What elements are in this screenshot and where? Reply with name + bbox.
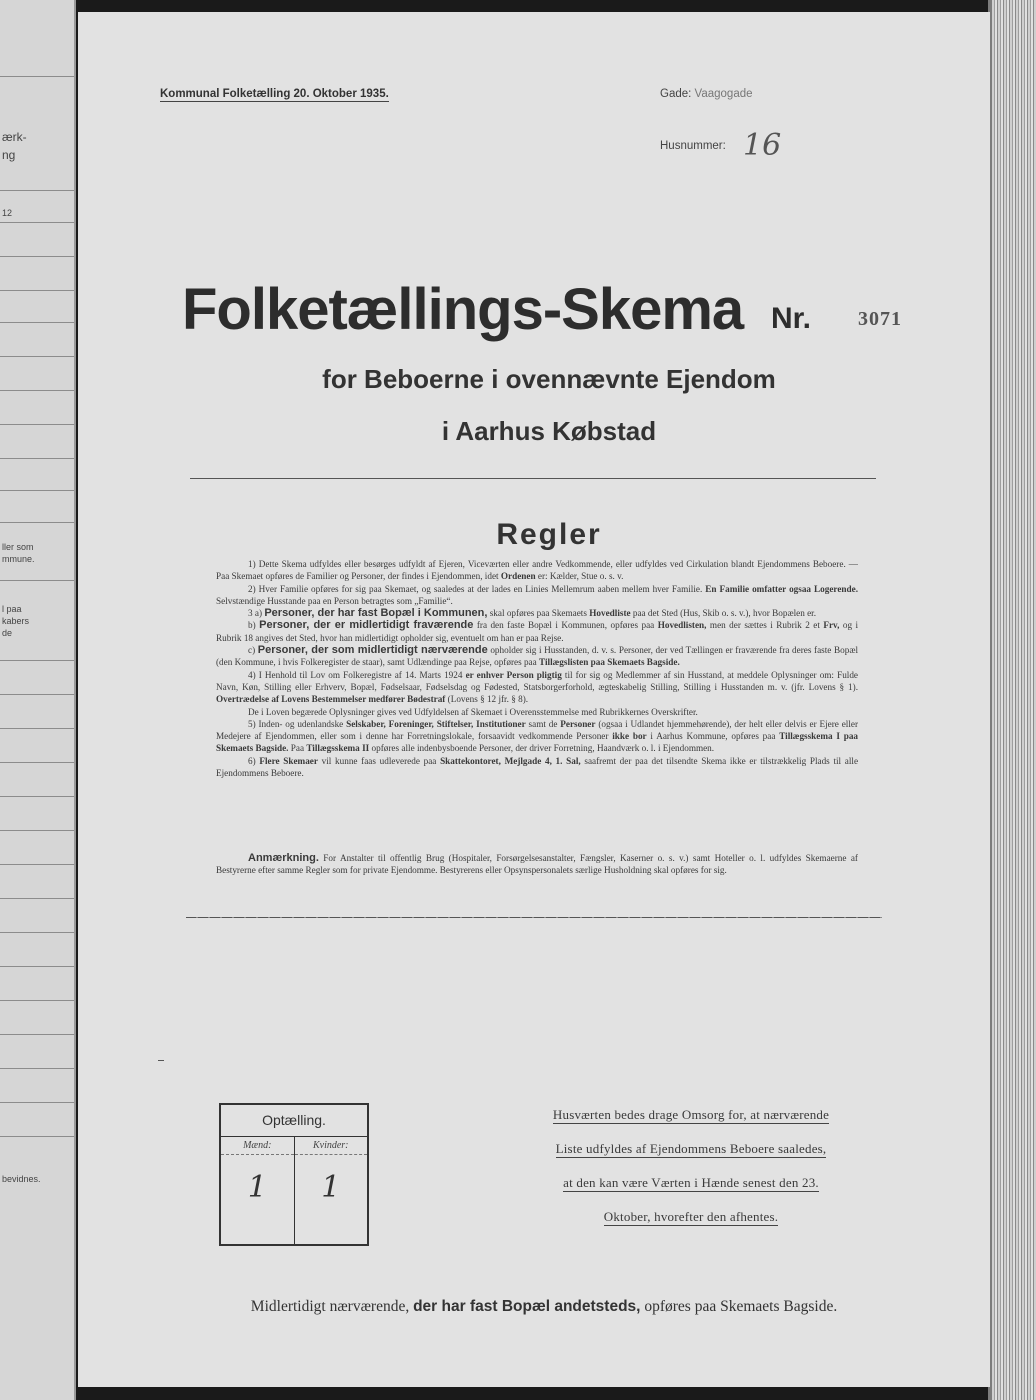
house-number-label: Husnummer: <box>660 140 726 152</box>
rule-2: 2) Hver Familie opføres for sig paa Skemaet, og saaledes at der lades en Linies Mellemrum aaben mellem hver Familie. En Familie omfatter ogsaa Logerende. Selvstændige Husstande paa en Person betragtes som „Familie“. <box>216 583 858 606</box>
left-fragment: ærk- <box>2 130 27 144</box>
street-field <box>660 88 753 100</box>
left-fragment: 12 <box>2 208 13 218</box>
form-number-label: Nr. <box>771 302 812 335</box>
remark-label: Anmærkning. <box>248 852 319 864</box>
divider <box>186 917 882 918</box>
rule-1: 1) Dette Skema udfyldes eller besørges udfyldt af Ejeren, Viceværten eller andre Vedkommende, eller udfyldes ved Cirkulation blandt Ejendommens Beboere. — Paa Skemaet opføres de Familier og Personer, der findes i Ejendommen, idet Ordenen er: Kælder, Stue o. s. v. <box>216 559 858 582</box>
house-number-value: 16 <box>743 128 782 163</box>
footer-note: Midlertidigt nærværende, der har fast Bopæl andetsteds, opføres paa Skemaets Bagside. <box>250 1298 838 1315</box>
men-label: Mænd: <box>221 1137 294 1155</box>
left-fragment: ller som <box>2 542 34 552</box>
street-label: Gade: <box>660 88 692 100</box>
rule-3a: 3 a) Personer, der har fast Bopæl i Kommunen, skal opføres paa Skemaets Hovedliste paa det Sted (Hus, Skib o. s. v.), hvor Bopælen er. <box>248 607 817 620</box>
subtitle-town: i Aarhus Købstad <box>441 416 657 446</box>
street-value: Vaagogade <box>694 88 753 100</box>
form-number-value: 3071 <box>858 308 902 330</box>
remark-text: For Anstalter til offentlig Brug (Hospitaler, Forsørgelsesanstalter, Fængsler, Kaserner o. s. v.) samt Hoteller o. l. udfyldes Skemaerne af Bestyrerne efter samme Regler som for private Ejendomme. Bestyrerens eller Opsynspersonalets særlige Husholdning skal opføres for sig. <box>216 853 858 876</box>
rules-heading: Regler <box>496 518 602 551</box>
notice-line: Oktober, hvorefter den afhentes. <box>603 1209 779 1224</box>
landlord-notice <box>518 1106 864 1242</box>
rule-3b: b) Personer, der er midlertidigt fraværende fra den faste Bopæl i Kommunen, opføres paa Hovedlisten, men der sættes i Rubrik 2 et Frv, og i Rubrik 18 angives det Sted, hvor han midlertidigt opholder sig, eventuelt om han er paa Rejse. <box>216 619 859 643</box>
notice-line: Liste udfyldes af Ejendommens Beboere saaledes, <box>555 1141 827 1156</box>
mark <box>158 1060 164 1061</box>
left-fragment: l paa <box>2 604 22 614</box>
page-edges <box>992 0 1036 1400</box>
left-fragment: mmune. <box>2 554 35 564</box>
left-fragment: bevidnes. <box>2 1174 41 1184</box>
notice-line: Husværten bedes drage Omsorg for, at nærværende <box>552 1107 830 1122</box>
count-box-title: Optælling. <box>221 1105 367 1137</box>
men-count: 1 <box>247 1170 267 1205</box>
census-label: Kommunal Folketælling 20. Oktober 1935. <box>160 88 389 100</box>
women-column <box>294 1137 368 1244</box>
women-label: Kvinder: <box>295 1137 368 1155</box>
rule-4-note: De i Loven begærede Oplysninger gives ved Udfyldelsen af Skemaet i Overensstemmelse med Rubrikkernes Overskrifter. <box>248 706 698 717</box>
previous-page-strip <box>0 0 76 1400</box>
rule-4: 4) I Henhold til Lov om Folkeregistre af 14. Marts 1924 er enhver Person pligtig til for sig og Medlemmer af sin Husstand, at meddele Oplysninger om: Fulde Navn, Køn, Stilling eller Erhverv, Bopæl, Fødselsaar, Fødselsdag og Fødested, Statsborgerforhold, ægteskabelig Stilling, Stilling i Husstanden m. v. (jfr. Lovens § 1). Overtrædelse af Lovens Bestemmelser medfører Bødestraf (Lovens § 12 jfr. § 8). <box>216 669 859 705</box>
subtitle-residents: for Beboerne i ovennævnte Ejendom <box>322 364 776 394</box>
notice-line: at den kan være Værten i Hænde senest den 23. <box>563 1175 819 1190</box>
women-count: 1 <box>321 1170 341 1205</box>
left-fragment: de <box>2 628 13 638</box>
men-column <box>221 1137 294 1244</box>
census-form-page <box>78 12 990 1387</box>
left-fragment: ng <box>2 148 16 162</box>
rule-3c: c) Personer, der som midlertidigt nærværende opholder sig i Husstanden, d. v. s. Personer, der ved Tællingen er fraværende fra deres faste Bopæl (den Kommune, i hvis Folkeregister de staar), samt Udlændinge paa Rejse, opføres paa Tillægslisten paa Skemaets Bagside. <box>216 644 859 668</box>
rule-5: 5) Inden- og udenlandske Selskaber, Foreninger, Stiftelser, Institutioner samt de Personer (ogsaa i Udlandet hjemmehørende), der helt eller delvis er Ejere eller Medejere af Ejendommen, eller som i denne har Forretningslokale, forsaavidt vedkommende Personer ikke bor i Aarhus Kommune, opføres paa Tillægsskema I paa Skemaets Bagside. Paa Tillægsskema II opføres alle indenbysboende Personer, der driver Forretning, Haandværk o. l. i Ejendommen. <box>216 718 859 754</box>
house-number-field <box>660 122 782 163</box>
count-box <box>219 1103 369 1246</box>
rule-6: 6) Flere Skemaer vil kunne faas udleverede paa Skattekontoret, Mejlgade 4, 1. Sal, saafremt der paa det tilsendte Skema ikke er tilstrækkelig Plads til alle Ejendommens Beboere. <box>216 755 859 779</box>
divider <box>190 478 876 479</box>
left-fragment: kabers <box>2 616 30 626</box>
form-title: Folketællings-Skema <box>182 277 744 342</box>
rules-text <box>216 558 858 779</box>
remark <box>216 852 858 877</box>
